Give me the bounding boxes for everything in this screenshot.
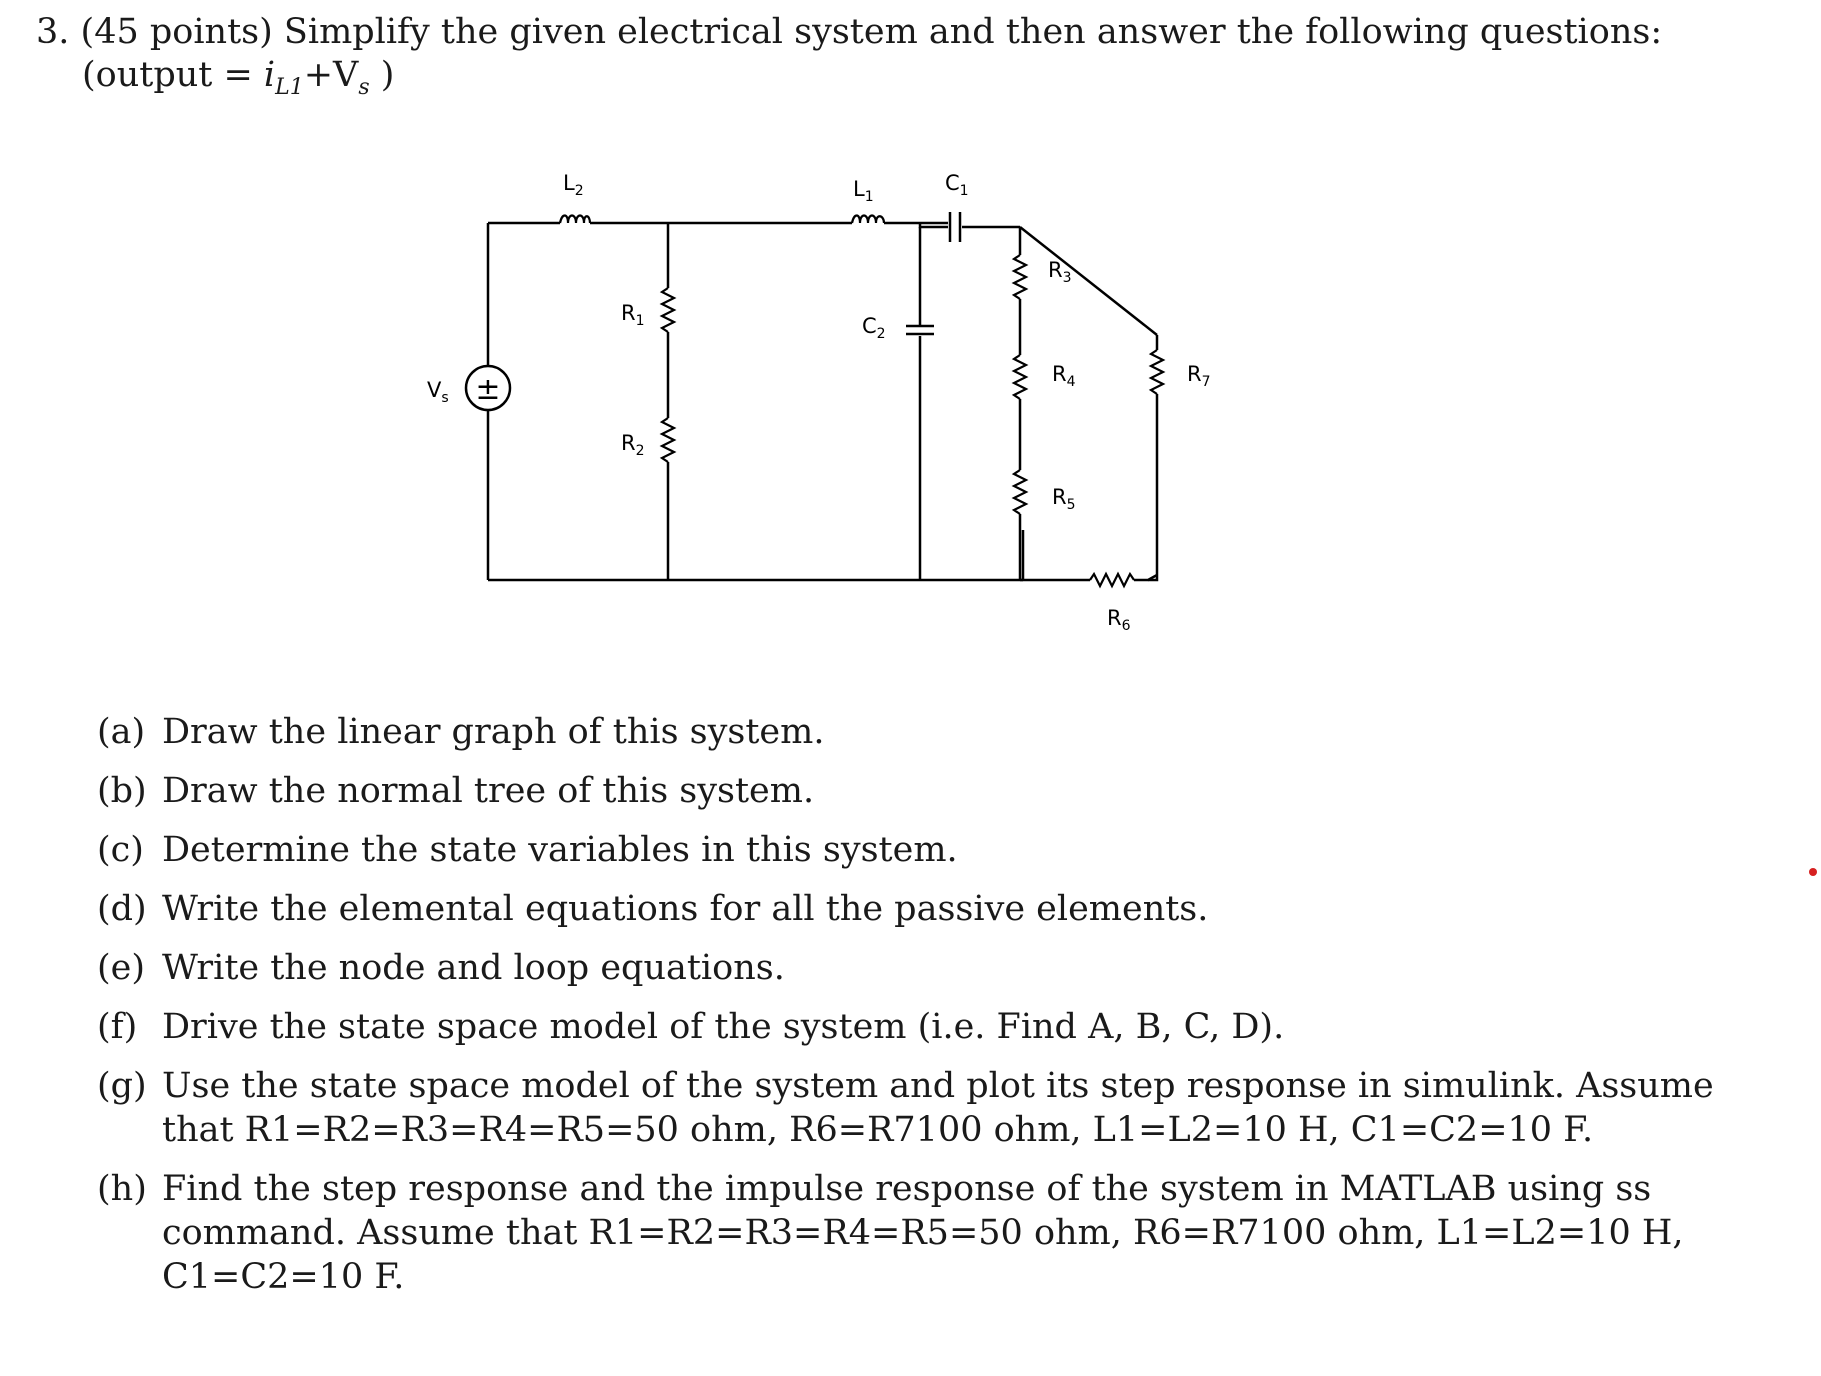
output-current-symbol: i bbox=[263, 55, 276, 95]
item-b-text: Draw the normal tree of this system. bbox=[162, 771, 815, 811]
wire-r7-bottom bbox=[1148, 394, 1157, 580]
inductor-l2 bbox=[560, 216, 590, 224]
problem-number: 3. bbox=[36, 12, 70, 52]
label-r1: $R_1$ bbox=[621, 301, 645, 329]
item-d-text: Write the elemental equations for all the passive elements. bbox=[162, 889, 1209, 929]
label-r6: $R_6$ bbox=[1107, 606, 1131, 634]
label-c2: $C_2$ bbox=[862, 314, 886, 342]
resistor-r3 bbox=[1014, 255, 1026, 299]
problem-points: (45 points) bbox=[80, 12, 273, 52]
resistor-r7 bbox=[1151, 350, 1163, 394]
capacitor-c1 bbox=[950, 212, 960, 242]
label-c1: $C_1$ bbox=[945, 171, 969, 199]
item-f-text: Drive the state space model of the system (i.e. Find A, B, C, D). bbox=[162, 1007, 1285, 1047]
item-c-label: (c) bbox=[97, 830, 144, 870]
item-h-text-line2: command. Assume that R1=R2=R3=R4=R5=50 ohm, R6=R7100 ohm, L1=L2=10 H, bbox=[162, 1213, 1684, 1253]
item-f-label: (f) bbox=[97, 1007, 138, 1047]
wire-diagonal bbox=[1020, 227, 1157, 335]
item-d-label: (d) bbox=[97, 889, 147, 929]
item-b-label: (b) bbox=[97, 771, 147, 811]
resistor-r1 bbox=[662, 288, 674, 332]
label-r5: $R_5$ bbox=[1052, 485, 1076, 513]
label-vs: $V_s$ bbox=[427, 378, 449, 406]
source-polarity: ± bbox=[475, 372, 501, 407]
item-g-text-line2: that R1=R2=R3=R4=R5=50 ohm, R6=R7100 ohm, L1=L2=10 H, C1=C2=10 F. bbox=[162, 1110, 1594, 1150]
label-l2: $L_2$ bbox=[563, 171, 584, 199]
item-g-text-line1: Use the state space model of the system and plot its step response in simulink. Assume bbox=[162, 1066, 1714, 1106]
resistor-r2 bbox=[662, 418, 674, 462]
label-r2: $R_2$ bbox=[621, 431, 645, 459]
capacitor-c2 bbox=[906, 326, 934, 334]
item-h-label: (h) bbox=[97, 1169, 147, 1209]
label-r4: $R_4$ bbox=[1052, 362, 1076, 390]
item-e-label: (e) bbox=[97, 948, 146, 988]
item-e-text: Write the node and loop equations. bbox=[162, 948, 785, 988]
marker-dot bbox=[1809, 868, 1817, 876]
item-h-text-line3: C1=C2=10 F. bbox=[162, 1257, 405, 1297]
resistor-r5 bbox=[1014, 470, 1026, 514]
label-r7: $R_7$ bbox=[1187, 362, 1211, 390]
problem-statement: Simplify the given electrical system and then answer the following questions: bbox=[283, 12, 1663, 52]
inductor-l1 bbox=[852, 216, 884, 224]
item-g-label: (g) bbox=[97, 1066, 147, 1106]
resistor-r4 bbox=[1014, 355, 1026, 399]
item-a-label: (a) bbox=[97, 712, 146, 752]
label-r3: $R_3$ bbox=[1048, 258, 1072, 286]
item-a-text: Draw the linear graph of this system. bbox=[162, 712, 825, 752]
item-h-text-line1: Find the step response and the impulse response of the system in MATLAB using ss bbox=[162, 1169, 1652, 1209]
label-l1: $L_1$ bbox=[853, 177, 874, 205]
output-definition: (output = $i_{L1}+V_s$ ) bbox=[82, 55, 395, 100]
resistor-r6 bbox=[1090, 574, 1134, 586]
item-c-text: Determine the state variables in this system. bbox=[162, 830, 958, 870]
